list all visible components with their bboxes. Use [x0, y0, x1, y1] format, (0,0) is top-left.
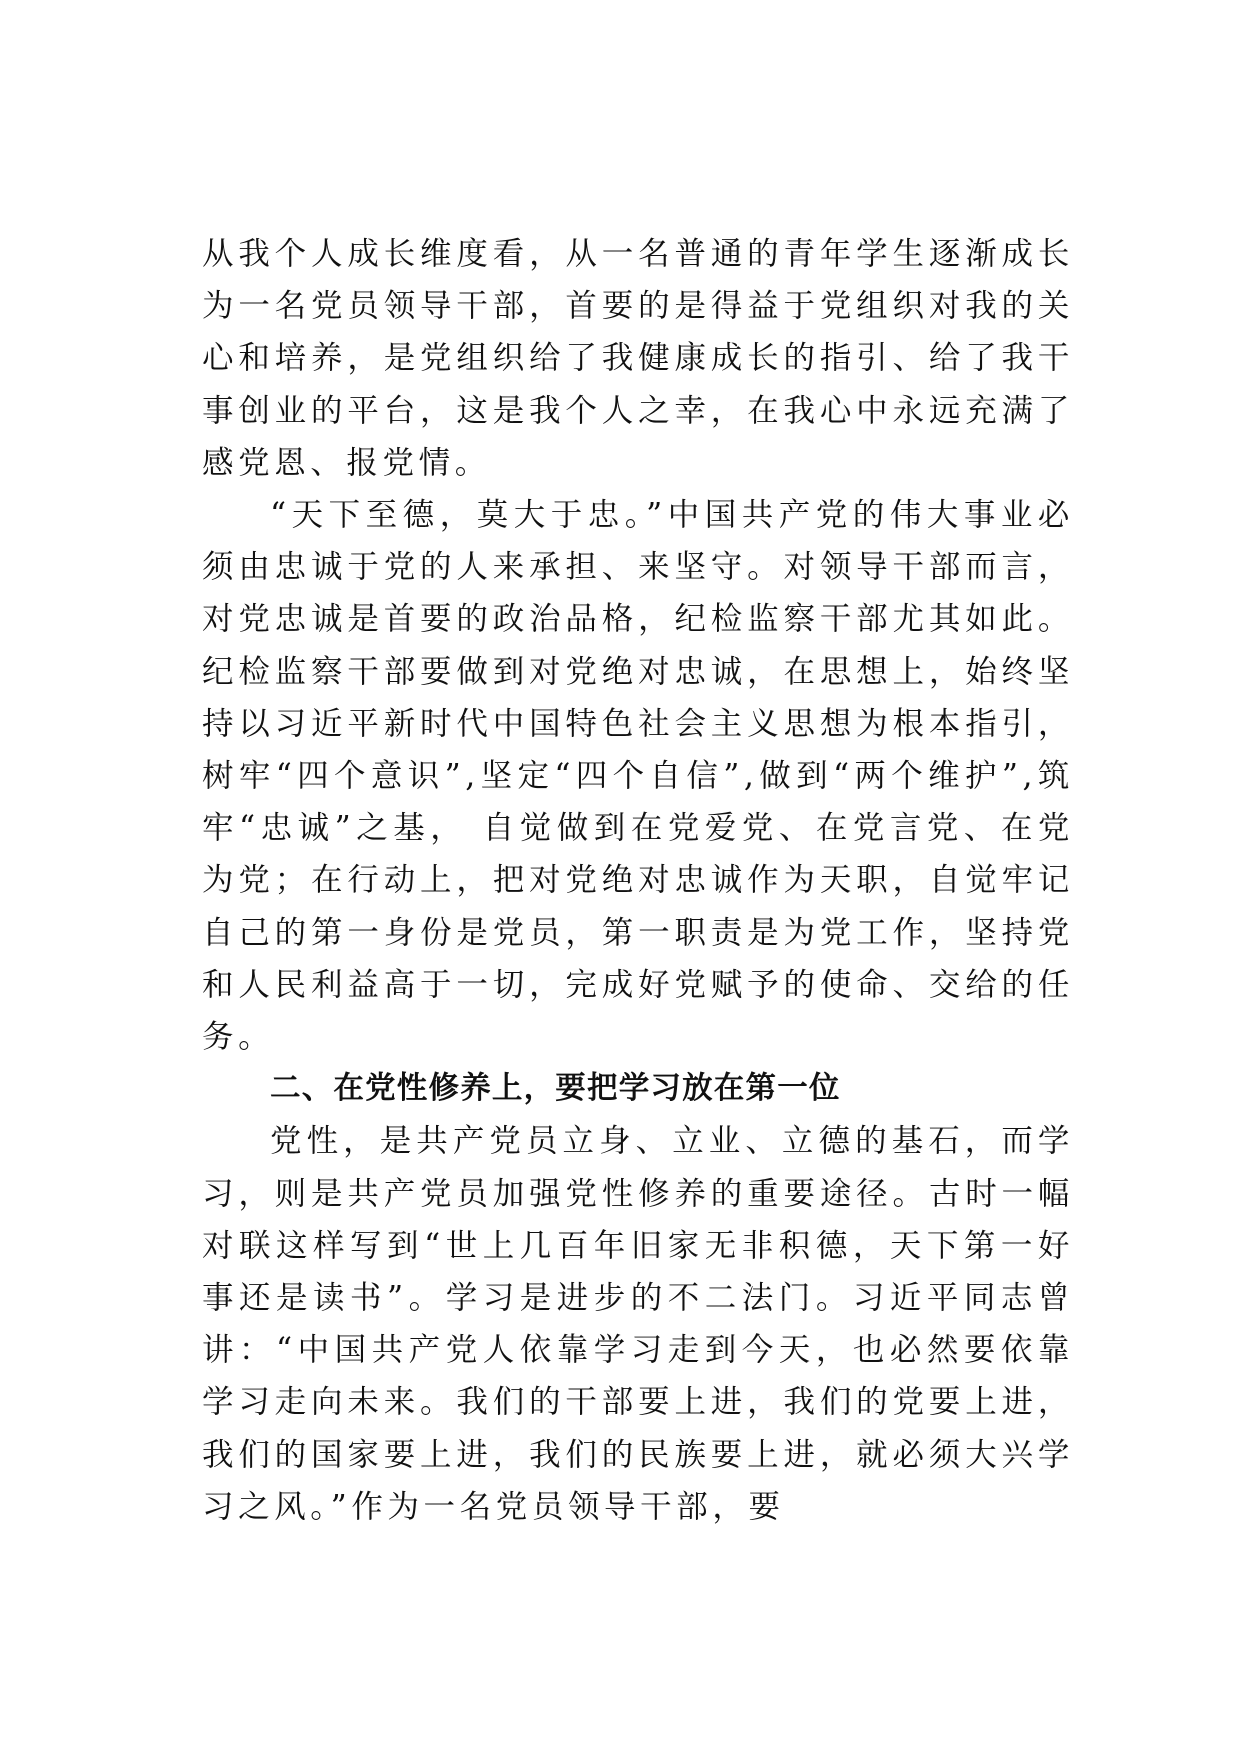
section-heading-party-cultivation: 二、在党性修养上，要把学习放在第一位: [270, 1071, 841, 1107]
paragraph-loyalty: “天下至德，莫大于忠。”中国共产党的伟大事业必须由忠诚于党的人来承担、来坚守。对领导干部而言，对党忠诚是首要的政治品格，纪检监察干部尤其如此。纪检监察干部要做到对党绝对忠诚，在思想上，始终坚持以习近平新时代中国特色社会主义思想为根本指引，树牢“四个意识”,坚定“四个自信”,做到“两个维护”,筑牢“忠诚”之基， 自觉做到在党爱党、在党言党、在党为党；在行动上，把对党绝对忠诚作为天职，自觉牢记自己的第一身份是党员，第一职责是为党工作，坚持党和人民利益高于一切，完成好党赋予的使命、交给的任务。: [202, 497, 1074, 1056]
document-body: [202, 228, 1074, 1533]
paragraph-personal-growth: 从我个人成长维度看，从一名普通的青年学生逐渐成长为一名党员领导干部，首要的是得益于党组织对我的关心和培养，是党组织给了我健康成长的指引、给了我干事创业的平台，这是我个人之幸，在我心中永远充满了感党恩、报党情。: [202, 236, 1074, 481]
paragraph-learning: 党性，是共产党员立身、立业、立德的基石，而学习，则是共产党员加强党性修养的重要途径。古时一幅对联这样写到“世上几百年旧家无非积德，天下第一好事还是读书”。学习是进步的不二法门。习近平同志曾讲：“中国共产党人依靠学习走到今天，也必然要依靠学习走向未来。我们的干部要上进，我们的党要上进，我们的国家要上进，我们的民族要上进，就必须大兴学习之风。”作为一名党员领导干部，要: [202, 1123, 1074, 1525]
